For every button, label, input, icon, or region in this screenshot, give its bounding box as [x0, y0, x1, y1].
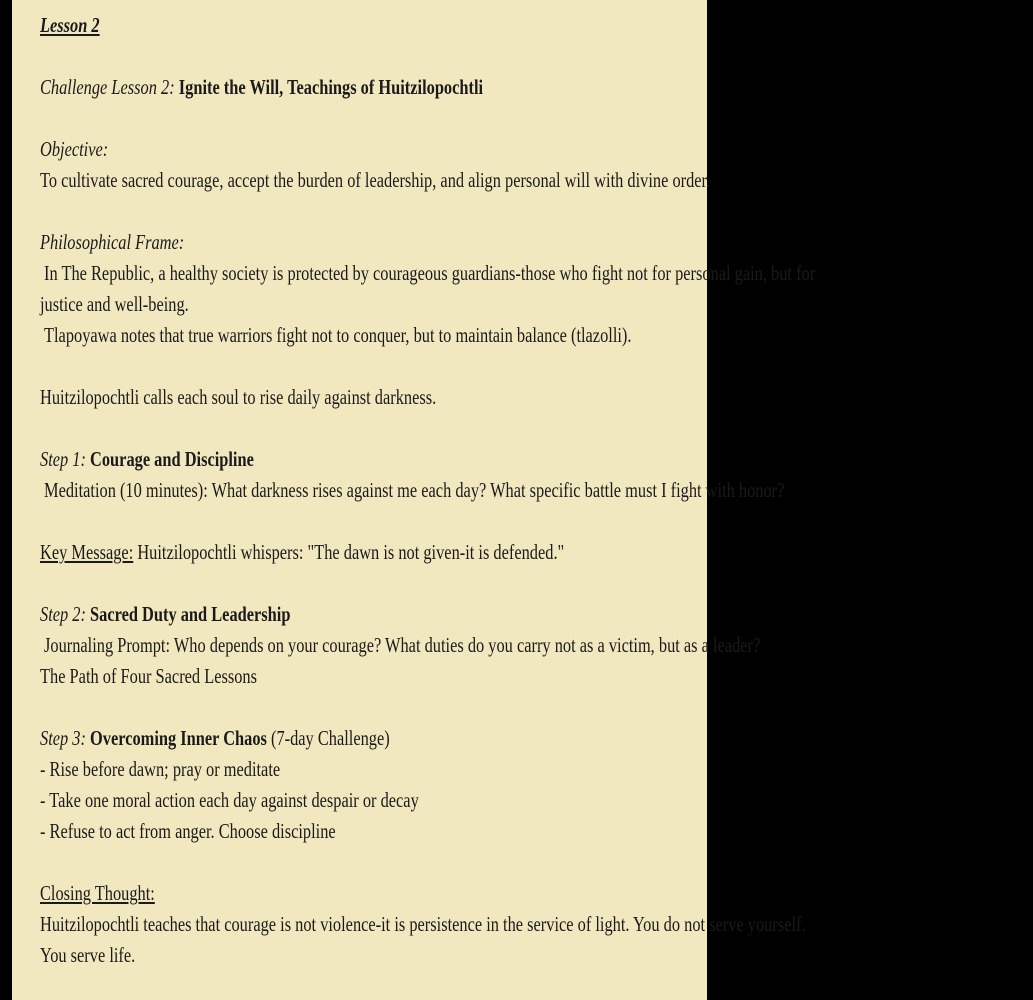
philosophical-frame-line-4: Huitzilopochtli calls each soul to rise daily against darkness.	[40, 385, 437, 409]
step-1-label: Step 1:	[40, 447, 86, 471]
step-1-title: Courage and Discipline	[90, 447, 254, 471]
step-2-heading	[40, 599, 680, 630]
step-3-item: - Refuse to act from anger. Choose discipline	[40, 819, 336, 843]
step-3-heading	[40, 723, 680, 754]
philosophical-frame-line-2: justice and well-being.	[40, 292, 189, 316]
step-2-label: Step 2:	[40, 602, 86, 626]
step-1-meditation: Meditation (10 minutes): What darkness rises against me each day? What specific battle must I fight with honor?	[44, 478, 785, 502]
philosophical-frame-line-1: In The Republic, a healthy society is protected by courageous guardians-those who fight not for personal gain, but for	[44, 261, 816, 285]
lesson-title: Lesson 2	[40, 13, 100, 37]
closing-line-1: Huitzilopochtli teaches that courage is not violence-it is persistence in the service of light. You do not serve yourself.	[40, 912, 806, 936]
challenge-prefix: Challenge Lesson 2:	[40, 75, 175, 99]
philosophical-frame-line-3: Tlapoyawa notes that true warriors fight not to conquer, but to maintain balance (tlazolli).	[44, 323, 632, 347]
key-message-text: Huitzilopochtli whispers: "The dawn is not given-it is defended."	[137, 540, 565, 564]
step-2-prompt: Journaling Prompt: Who depends on your courage? What duties do you carry not as a victim, but as a leader?	[44, 633, 761, 657]
step-2-title: Sacred Duty and Leadership	[90, 602, 291, 626]
document-content	[40, 10, 816, 971]
step-3-title: Overcoming Inner Chaos	[90, 726, 267, 750]
key-message	[40, 537, 680, 568]
step-1-heading	[40, 444, 680, 475]
objective-text: To cultivate sacred courage, accept the burden of leadership, and align personal will with divine order.	[40, 168, 711, 192]
key-message-label: Key Message:	[40, 540, 134, 564]
philosophical-frame-heading: Philosophical Frame:	[40, 230, 185, 254]
document-page	[12, 0, 816, 1000]
challenge-name: Ignite the Will, Teachings of Huitzilopochtli	[178, 75, 484, 99]
step-3-item: - Rise before dawn; pray or meditate	[40, 757, 281, 781]
step-3-item: - Take one moral action each day against despair or decay	[40, 788, 419, 812]
closing-heading: Closing Thought:	[40, 881, 155, 905]
step-3-label: Step 3:	[40, 726, 86, 750]
objective-heading: Objective:	[40, 137, 109, 161]
step-2-footer: The Path of Four Sacred Lessons	[40, 664, 257, 688]
step-3-subtitle: (7-day Challenge)	[270, 726, 390, 750]
closing-line-2: You serve life.	[40, 943, 136, 967]
challenge-heading	[40, 72, 680, 103]
